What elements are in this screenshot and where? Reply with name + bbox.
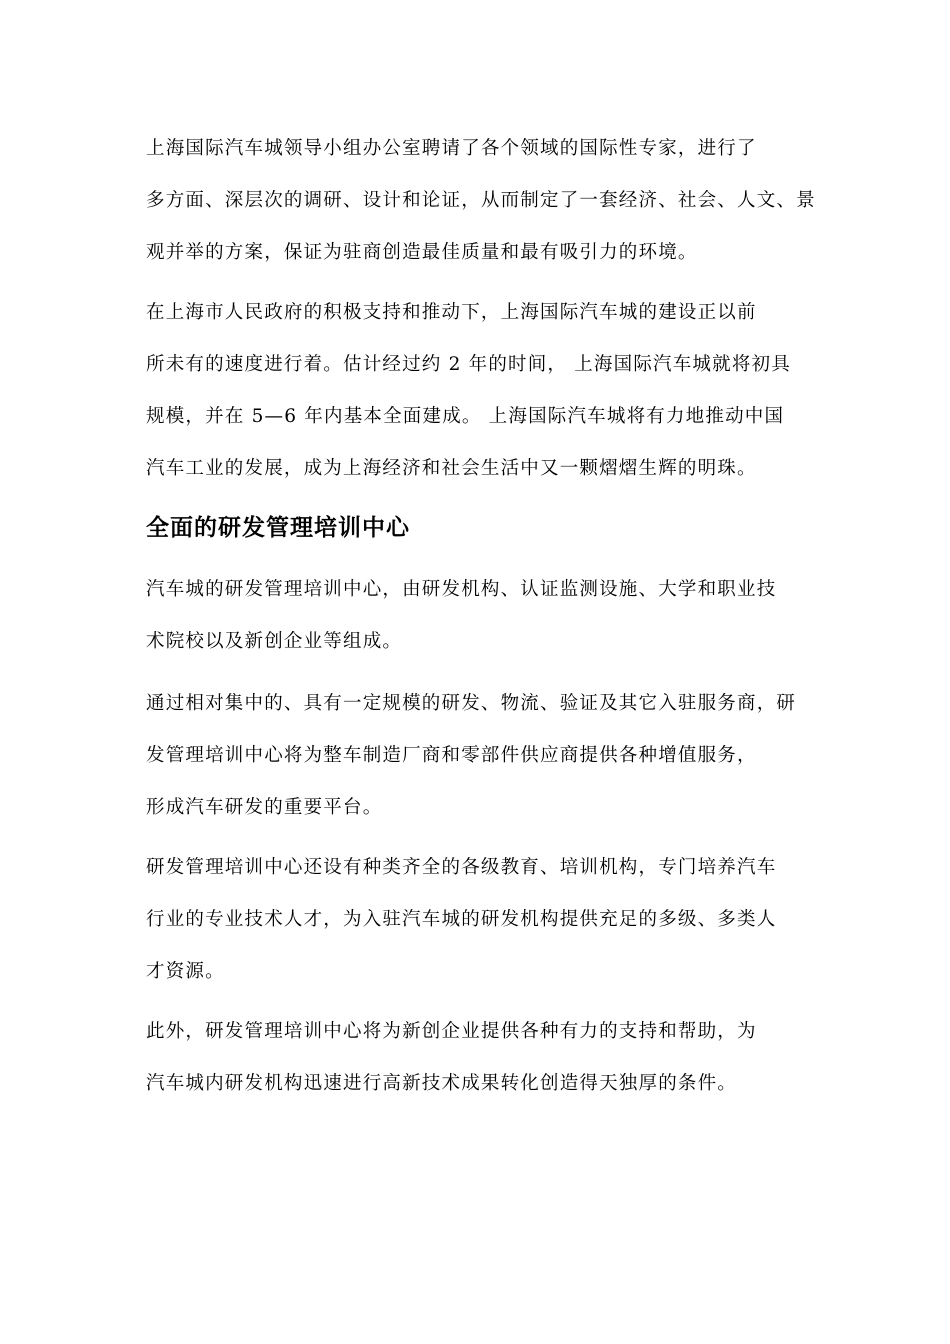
paragraph-education-training (146, 842, 814, 998)
text-line: 在上海市人民政府的积极支持和推动下，上海国际汽车城的建设正以前 (146, 302, 757, 323)
paragraph-center-composition (146, 564, 814, 668)
text-line: 术院校以及新创企业等组成。 (146, 631, 403, 652)
text-line: 上海国际汽车城领导小组办公室聘请了各个领域的国际性专家，进行了 (146, 138, 757, 159)
section-heading: 全面的研发管理培训中心 (146, 515, 410, 541)
text-line: 此外，研发管理培训中心将为新创企业提供各种有力的支持和帮助，为 (146, 1021, 757, 1042)
paragraph-intro-experts (146, 123, 814, 279)
text-line: 汽车城内研发机构迅速进行高新技术成果转化创造得天独厚的条件。 (146, 1073, 738, 1094)
text-line: 规模，并在 5—6 年内基本全面建成。 上海国际汽车城将有力地推动中国 (146, 406, 785, 427)
text-line: 观并举的方案，保证为驻商创造最佳质量和最有吸引力的环境。 (146, 242, 698, 263)
text-line: 多方面、深层次的调研、设计和论证，从而制定了一套经济、社会、人文、景 (146, 190, 816, 211)
text-line: 才资源。 (146, 961, 225, 982)
paragraph-value-added-services (146, 678, 814, 834)
text-line: 通过相对集中的、具有一定规模的研发、物流、验证及其它入驻服务商，研 (146, 693, 797, 714)
paragraph-startup-support (146, 1006, 814, 1110)
text-line: 行业的专业技术人才，为入驻汽车城的研发机构提供充足的多级、多类人 (146, 909, 777, 930)
text-line: 形成汽车研发的重要平台。 (146, 797, 383, 818)
paragraph-construction-progress (146, 287, 814, 495)
text-line: 汽车工业的发展，成为上海经济和社会生活中又一颗熠熠生辉的明珠。 (146, 458, 757, 479)
text-line: 研发管理培训中心还设有种类齐全的各级教育、培训机构，专门培养汽车 (146, 857, 777, 878)
text-line: 发管理培训中心将为整车制造厂商和零部件供应商提供各种增值服务， (146, 745, 757, 766)
text-line: 汽车城的研发管理培训中心，由研发机构、认证监测设施、大学和职业技 (146, 579, 777, 600)
text-line: 所未有的速度进行着。估计经过约 2 年的时间， 上海国际汽车城就将初具 (146, 354, 791, 375)
